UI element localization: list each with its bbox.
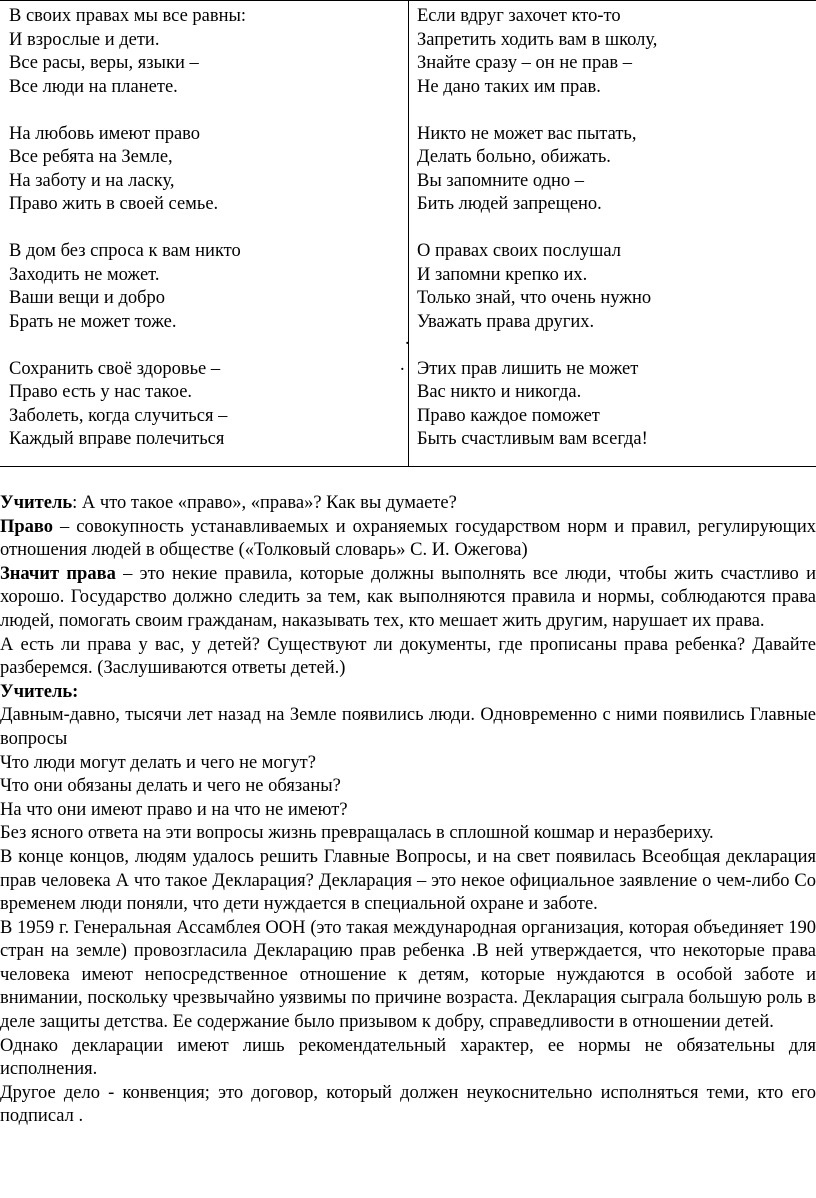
paragraph-text: – совокупность устанавливаемых и охраняемых государством норм и правил, регулирующих отношения людей в обществе («Толковый словарь» С. И. Ожегова) (0, 516, 816, 561)
poem-line: Заходить не может. (9, 264, 160, 285)
poem-line: И запомни крепко их. (417, 264, 588, 285)
poem-line: Сохранить своё здоровье – (9, 358, 221, 379)
paragraph (0, 492, 816, 516)
term-label: Право (0, 516, 54, 537)
poem-stanza (9, 123, 408, 217)
poem-line: Не дано таких им прав. (417, 76, 601, 97)
poem-stanza (417, 5, 816, 99)
poem-line: В своих правах мы все равны: (9, 6, 247, 26)
paragraph: Без ясного ответа на эти вопросы жизнь превращалась в сплошной кошмар и неразбериху. (0, 823, 714, 844)
poem-line: Вы запомните одно – (417, 170, 585, 191)
paragraph-text: : А что такое «право», «права»? Как вы думаете? (72, 493, 457, 513)
speaker-label: Учитель (0, 493, 73, 513)
paragraph (0, 681, 816, 705)
poem-line: И взрослые и дети. (9, 29, 160, 50)
poem-line: Запретить ходить вам в школу, (417, 29, 658, 50)
paragraph: А есть ли права у вас, у детей? Существуют ли документы, где прописаны права ребенка? Давайте разберемся. (Заслушиваются ответы детей.) (0, 634, 816, 679)
paragraph (0, 563, 816, 634)
stray-dot: . (400, 355, 405, 375)
poem-right-column (409, 1, 816, 467)
poem-line: Быть счастливым вам всегда! (417, 429, 648, 449)
prose-body (0, 492, 816, 1129)
poem-line: Право жить в своей семье. (9, 194, 219, 214)
stray-dot: . (405, 329, 410, 349)
paragraph: Что люди могут делать и чего не могут? (0, 752, 316, 773)
poem-line: Бить людей запрещено. (417, 194, 602, 214)
poem-line: Брать не может тоже. (9, 311, 177, 332)
poem-line: На заботу и на ласку, (9, 170, 175, 191)
poem-line: На любовь имеют право (9, 123, 201, 144)
poem-stanza (9, 240, 408, 334)
poem-line: Если вдруг захочет кто-то (417, 6, 621, 26)
poem-line: Заболеть, когда случиться – (9, 405, 228, 426)
paragraph: На что они имеют право и на что не имеют? (0, 799, 348, 820)
paragraph-text: – это некие правила, которые должны выполнять все люди, чтобы жить счастливо и хорошо. Государство должно следить за тем, как выполняются правила и нормы, соблюдаются права людей, помогать своим гражданам, наказывать тех, кто мешает жить другим, нарушает их права. (0, 563, 816, 631)
speaker-label: Учитель: (0, 681, 79, 702)
paragraph: Давным-давно, тысячи лет назад на Земле появились люди. Одновременно с ними появились Главные вопросы (0, 705, 816, 749)
poem-line: Право есть у нас такое. (9, 382, 193, 402)
paragraph: В конце концов, людям удалось решить Главные Вопросы, и на свет появилась Всеобщая декларация прав человека А что такое Декларация? Декларация – это некое официальное заявление о чем-либо Со временем люди поняли, что дети нуждается в специальной охране и заботе. (0, 846, 816, 915)
paragraph: В 1959 г. Генеральная Ассамблея ООН (это такая международная организация, которая объединяет 190 стран на земле) провозгласила Декларацию прав ребенка .В ней утверждается, что некоторые права человека имеют непосредственное отношение к детям, которые нуждаются в особой заботе и внимании, поскольку чрезвычайно уязвимы по причине возраста. Декларация сыграла большую роль в деле защиты детства. Ее содержание было призывом к добру, справедливости в отношении детей. (0, 917, 816, 1033)
poem-stanza (9, 358, 408, 452)
poem-stanza (417, 240, 816, 334)
poem-stanza (9, 5, 408, 99)
poem-line: Ваши вещи и добро (9, 288, 166, 308)
poem-line: О правах своих послушал (417, 241, 621, 261)
poem-line: Вас никто и никогда. (417, 382, 582, 402)
paragraph: Что они обязаны делать и чего не обязаны? (0, 776, 341, 797)
poem-line: Этих прав лишить не может (417, 358, 639, 379)
poem-line: В дом без спроса к вам никто (9, 241, 241, 261)
poem-line: Все люди на планете. (9, 76, 178, 97)
paragraph (0, 516, 816, 563)
poem-line: Никто не может вас пытать, (417, 123, 637, 144)
poem-line: Все ребята на Земле, (9, 147, 173, 167)
poem-line: Знайте сразу – он не прав – (417, 53, 633, 73)
poem-stanza (417, 123, 816, 217)
poem-line: Только знай, что очень нужно (417, 288, 652, 308)
poem-line: Делать больно, обижать. (417, 147, 611, 167)
poem-line: Все расы, веры, языки – (9, 53, 199, 73)
paragraph: Другое дело - конвенция; это договор, который должен неукоснительно исполняться теми, кто его подписал . (0, 1082, 816, 1127)
poem-line: Каждый вправе полечиться (9, 429, 225, 449)
poem-line: Право каждое поможет (417, 405, 600, 426)
paragraph: Однако декларации имеют лишь рекомендательный характер, ее нормы не обязательны для исполнения. (0, 1035, 816, 1080)
term-label: Значит права (0, 563, 116, 584)
poem-line: Уважать права других. (417, 311, 595, 332)
poem-stanza (417, 358, 816, 452)
poem-table (0, 0, 816, 467)
poem-left-column (0, 1, 409, 467)
